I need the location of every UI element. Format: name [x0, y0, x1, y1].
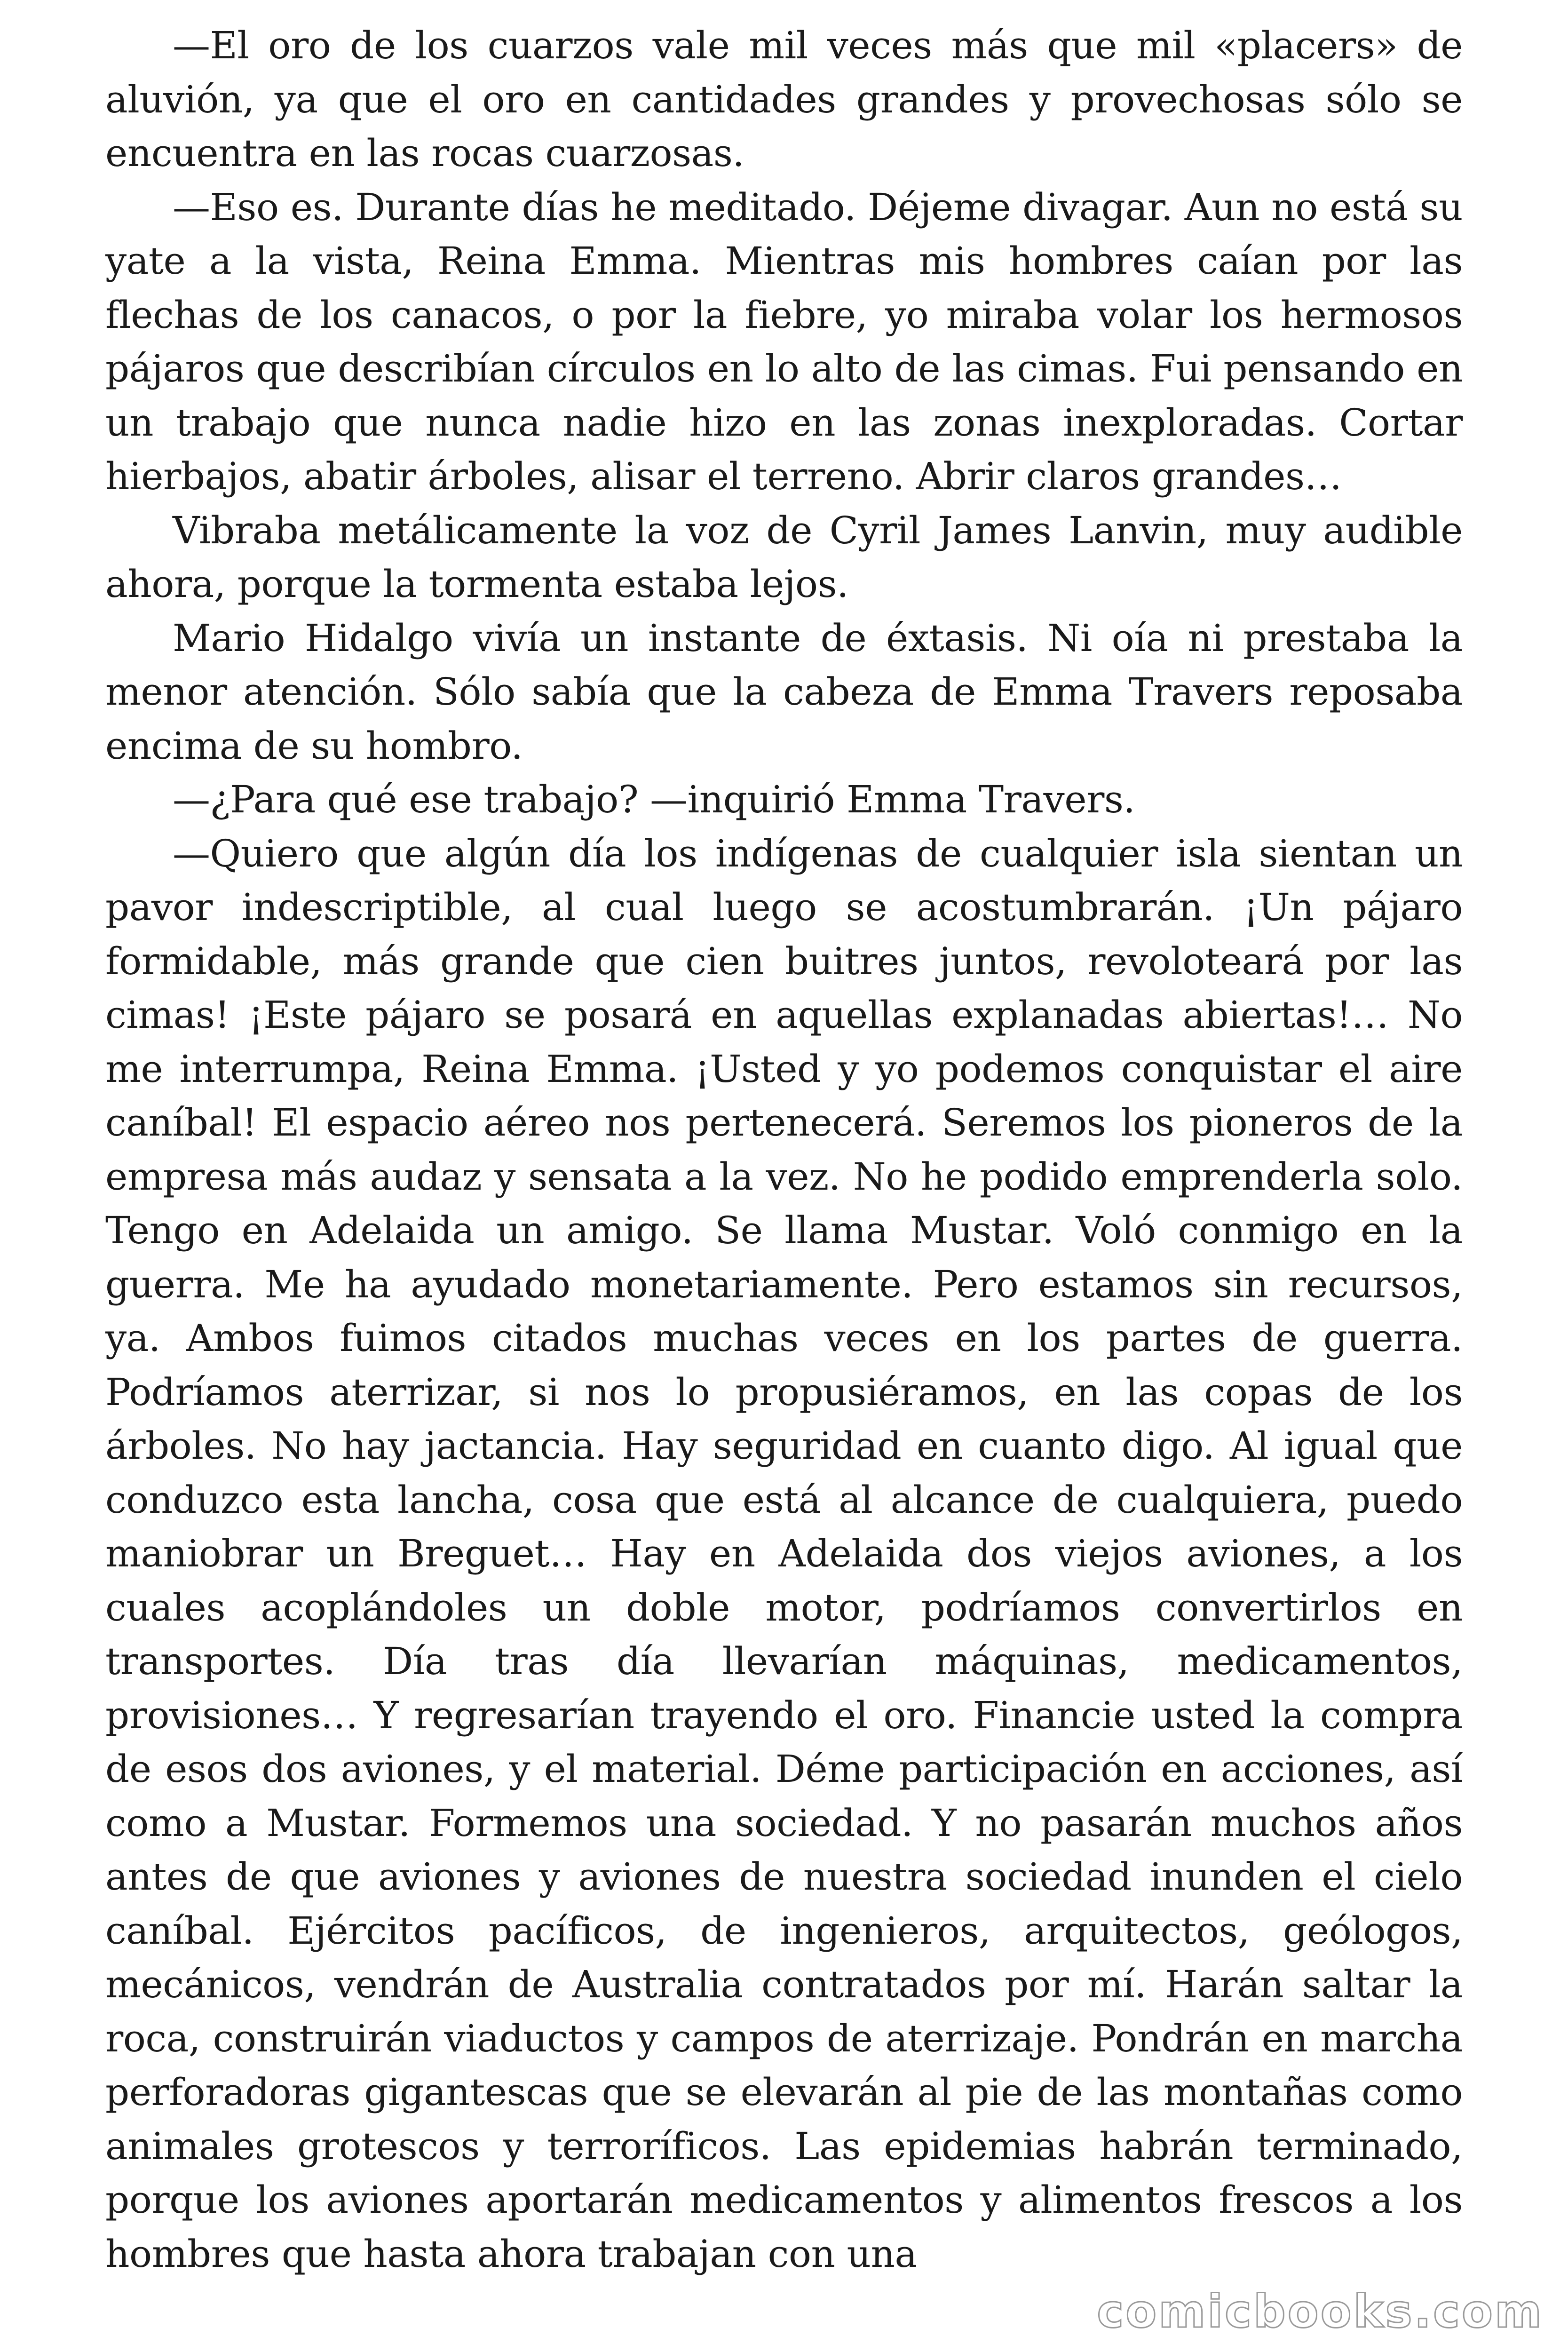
watermark: comicbooks.com [1097, 2285, 1544, 2338]
paragraph-2: —Eso es. Durante días he meditado. Déjeme divagar. Aun no está su yate a la vista, Reina Emma. Mientras mis hombres caían por las flechas de los canacos, o por la fiebre, yo miraba volar los hermosos pájaros que describían círculos en lo alto de las cimas. Fui pensando en un trabajo que nunca nadie hizo en las zonas inexploradas. Cortar hierbajos, abatir árboles, alisar el terreno. Abrir claros grandes… [105, 185, 1463, 498]
page-body [105, 19, 1463, 2281]
paragraph-6: —Quiero que algún día los indígenas de cualquier isla sientan un pavor indescriptible, al cual luego se acostumbrarán. ¡Un pájaro formidable, más grande que cien buitres juntos, revoloteará por las cimas! ¡Este pájaro se posará en aquellas explanadas abiertas!… No me interrumpa, Reina Emma. ¡Usted y yo podemos conquistar el aire caníbal! El espacio aéreo nos pertenecerá. Seremos los pioneros de la empresa más audaz y sensata a la vez. No he podido emprenderla solo. Tengo en Adelaida un amigo. Se llama Mustar. Voló conmigo en la guerra. Me ha ayudado monetariamente. Pero estamos sin recursos, ya. Ambos fuimos citados muchas veces en los partes de guerra. Podríamos aterrizar, si nos lo propusiéramos, en las copas de los árboles. No hay jactancia. Hay seguridad en cuanto digo. Al igual que conduzco esta lancha, cosa que está al alcance de cualquiera, puedo maniobrar un Breguet… Hay en Adelaida dos viejos aviones, a los cuales acoplándoles un doble motor, podríamos convertirlos en transportes. Día tras día llevarían máquinas, medicamentos, provisiones… Y regresarían trayendo el oro. Financie usted la compra de esos dos aviones, y el material. Déme participación en acciones, así como a Mustar. Formemos una sociedad. Y no pasarán muchos años antes de que aviones y aviones de nuestra sociedad inunden el cielo caníbal. Ejércitos pacíficos, de ingenieros, arquitectos, geólogos, mecánicos, vendrán de Australia contratados por mí. Harán saltar la roca, construirán viaductos y campos de aterrizaje. Pondrán en marcha perforadoras gigantescas que se elevarán al pie de las montañas como animales grotescos y terroríficos. Las epidemias habrán terminado, porque los aviones aportarán medicamentos y alimentos frescos a los hombres que hasta ahora trabajan con una [105, 831, 1463, 2276]
paragraph-5: —¿Para qué ese trabajo? —inquirió Emma Travers. [173, 778, 1135, 821]
paragraph-1: —El oro de los cuarzos vale mil veces más que mil «placers» de aluvión, ya que el oro en cantidades grandes y provechosas sólo se encuentra en las rocas cuarzosas. [105, 24, 1463, 175]
paragraph-3: Vibraba metálicamente la voz de Cyril James Lanvin, muy audible ahora, porque la tormenta estaba lejos. [105, 508, 1463, 606]
paragraph-4: Mario Hidalgo vivía un instante de éxtasis. Ni oía ni prestaba la menor atención. Sólo sabía que la cabeza de Emma Travers reposaba encima de su hombro. [105, 616, 1463, 768]
